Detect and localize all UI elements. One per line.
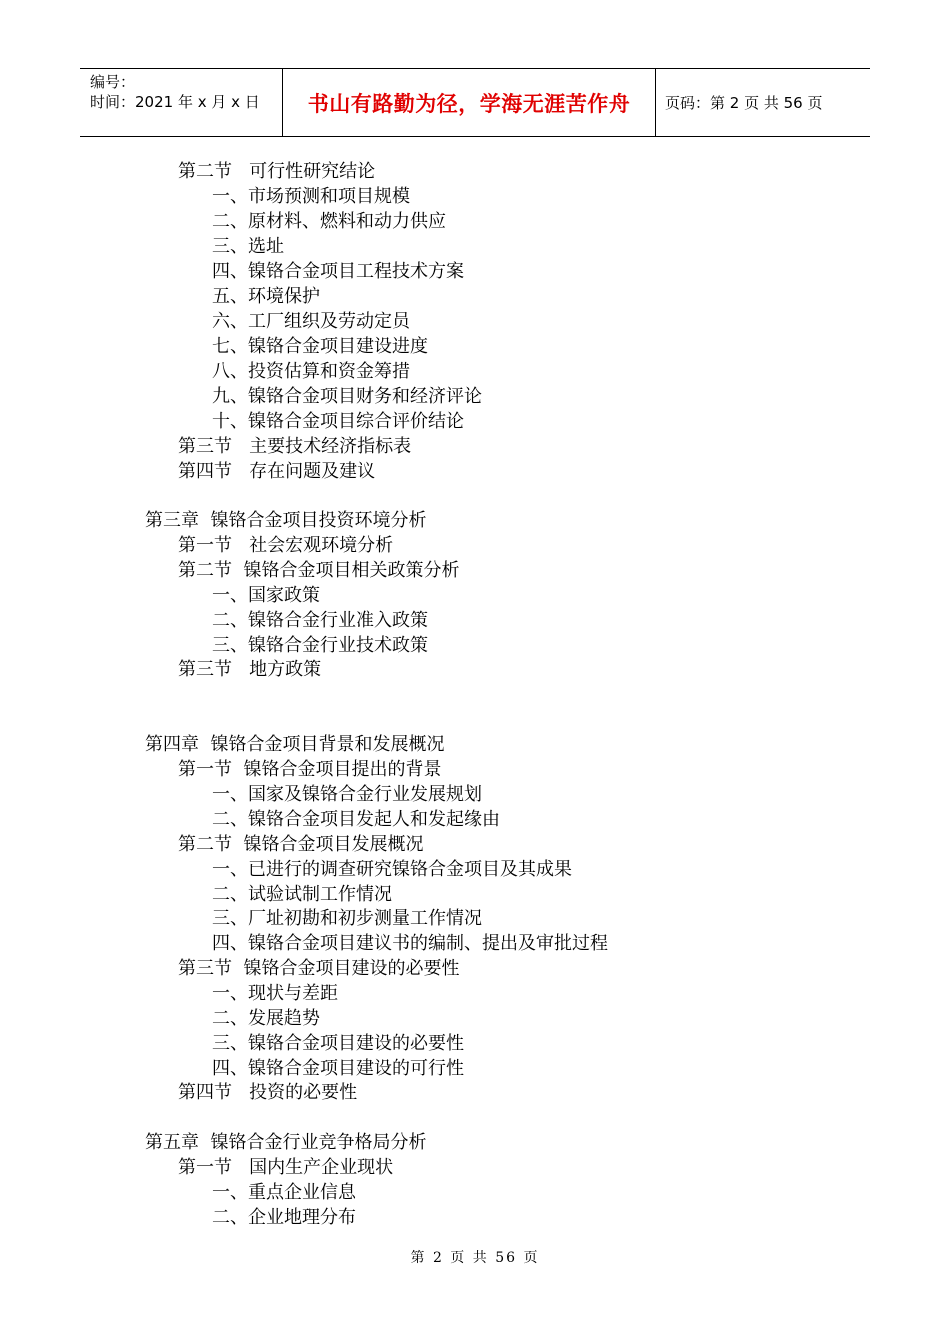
toc-subsection: 三、镍铬合金行业技术政策 (212, 635, 428, 656)
toc-section: 第一节 镍铬合金项目提出的背景 (178, 759, 442, 780)
toc-subsection: 六、工厂组织及劳动定员 (212, 311, 410, 332)
toc-subsection: 一、重点企业信息 (212, 1182, 356, 1203)
toc-subsection: 一、现状与差距 (212, 983, 338, 1004)
toc-subsection: 二、镍铬合金项目发起人和发起缘由 (212, 809, 500, 830)
toc-chapter: 第四章 镍铬合金项目背景和发展概况 (145, 734, 445, 755)
toc-subsection: 二、企业地理分布 (212, 1207, 356, 1228)
toc-subsection: 四、镍铬合金项目建议书的编制、提出及审批过程 (212, 933, 608, 954)
toc-subsection: 八、投资估算和资金筹措 (212, 361, 410, 382)
toc-subsection: 十、镍铬合金项目综合评价结论 (212, 411, 464, 432)
toc-subsection: 四、镍铬合金项目建设的可行性 (212, 1058, 464, 1079)
toc-subsection: 二、试验试制工作情况 (212, 884, 392, 905)
toc-subsection: 一、市场预测和项目规模 (212, 186, 410, 207)
toc-subsection: 四、镍铬合金项目工程技术方案 (212, 261, 464, 282)
toc-section: 第一节 国内生产企业现状 (178, 1157, 394, 1178)
toc-subsection: 五、环境保护 (212, 286, 320, 307)
toc-subsection: 二、发展趋势 (212, 1008, 320, 1029)
toc-subsection: 一、国家及镍铬合金行业发展规划 (212, 784, 482, 805)
document-number-label: 编号： (90, 73, 136, 91)
toc-subsection: 九、镍铬合金项目财务和经济评论 (212, 386, 482, 407)
toc-section: 第三节 主要技术经济指标表 (178, 436, 412, 457)
toc-subsection: 七、镍铬合金项目建设进度 (212, 336, 428, 357)
toc-chapter: 第三章 镍铬合金项目投资环境分析 (145, 510, 427, 531)
toc-subsection: 二、镍铬合金行业准入政策 (212, 610, 428, 631)
toc-section: 第二节 镍铬合金项目发展概况 (178, 834, 424, 855)
toc-section: 第一节 社会宏观环境分析 (178, 535, 394, 556)
toc-chapter: 第五章 镍铬合金行业竞争格局分析 (145, 1132, 427, 1153)
toc-subsection: 一、已进行的调查研究镍铬合金项目及其成果 (212, 859, 572, 880)
document-date-label: 时间：2021 年 x 月 x 日 (90, 93, 260, 111)
toc-subsection: 一、国家政策 (212, 585, 320, 606)
header-motto: 书山有路勤为径，学海无涯苦作舟 (307, 91, 631, 116)
toc-subsection: 三、镍铬合金项目建设的必要性 (212, 1033, 464, 1054)
header-page-label: 页码：第 2 页 共 56 页 (665, 94, 823, 112)
toc-subsection: 三、选址 (212, 236, 284, 257)
toc-section: 第二节 可行性研究结论 (178, 161, 376, 182)
toc-section: 第四节 存在问题及建议 (178, 461, 376, 482)
toc-section: 第二节 镍铬合金项目相关政策分析 (178, 560, 460, 581)
toc-section: 第四节 投资的必要性 (178, 1082, 358, 1103)
toc-subsection: 二、原材料、燃料和动力供应 (212, 211, 446, 232)
toc-subsection: 三、厂址初勘和初步测量工作情况 (212, 908, 482, 929)
page-footer: 第 2 页 共 56 页 (410, 1250, 540, 1266)
toc-section: 第三节 地方政策 (178, 659, 322, 680)
toc-section: 第三节 镍铬合金项目建设的必要性 (178, 958, 460, 979)
